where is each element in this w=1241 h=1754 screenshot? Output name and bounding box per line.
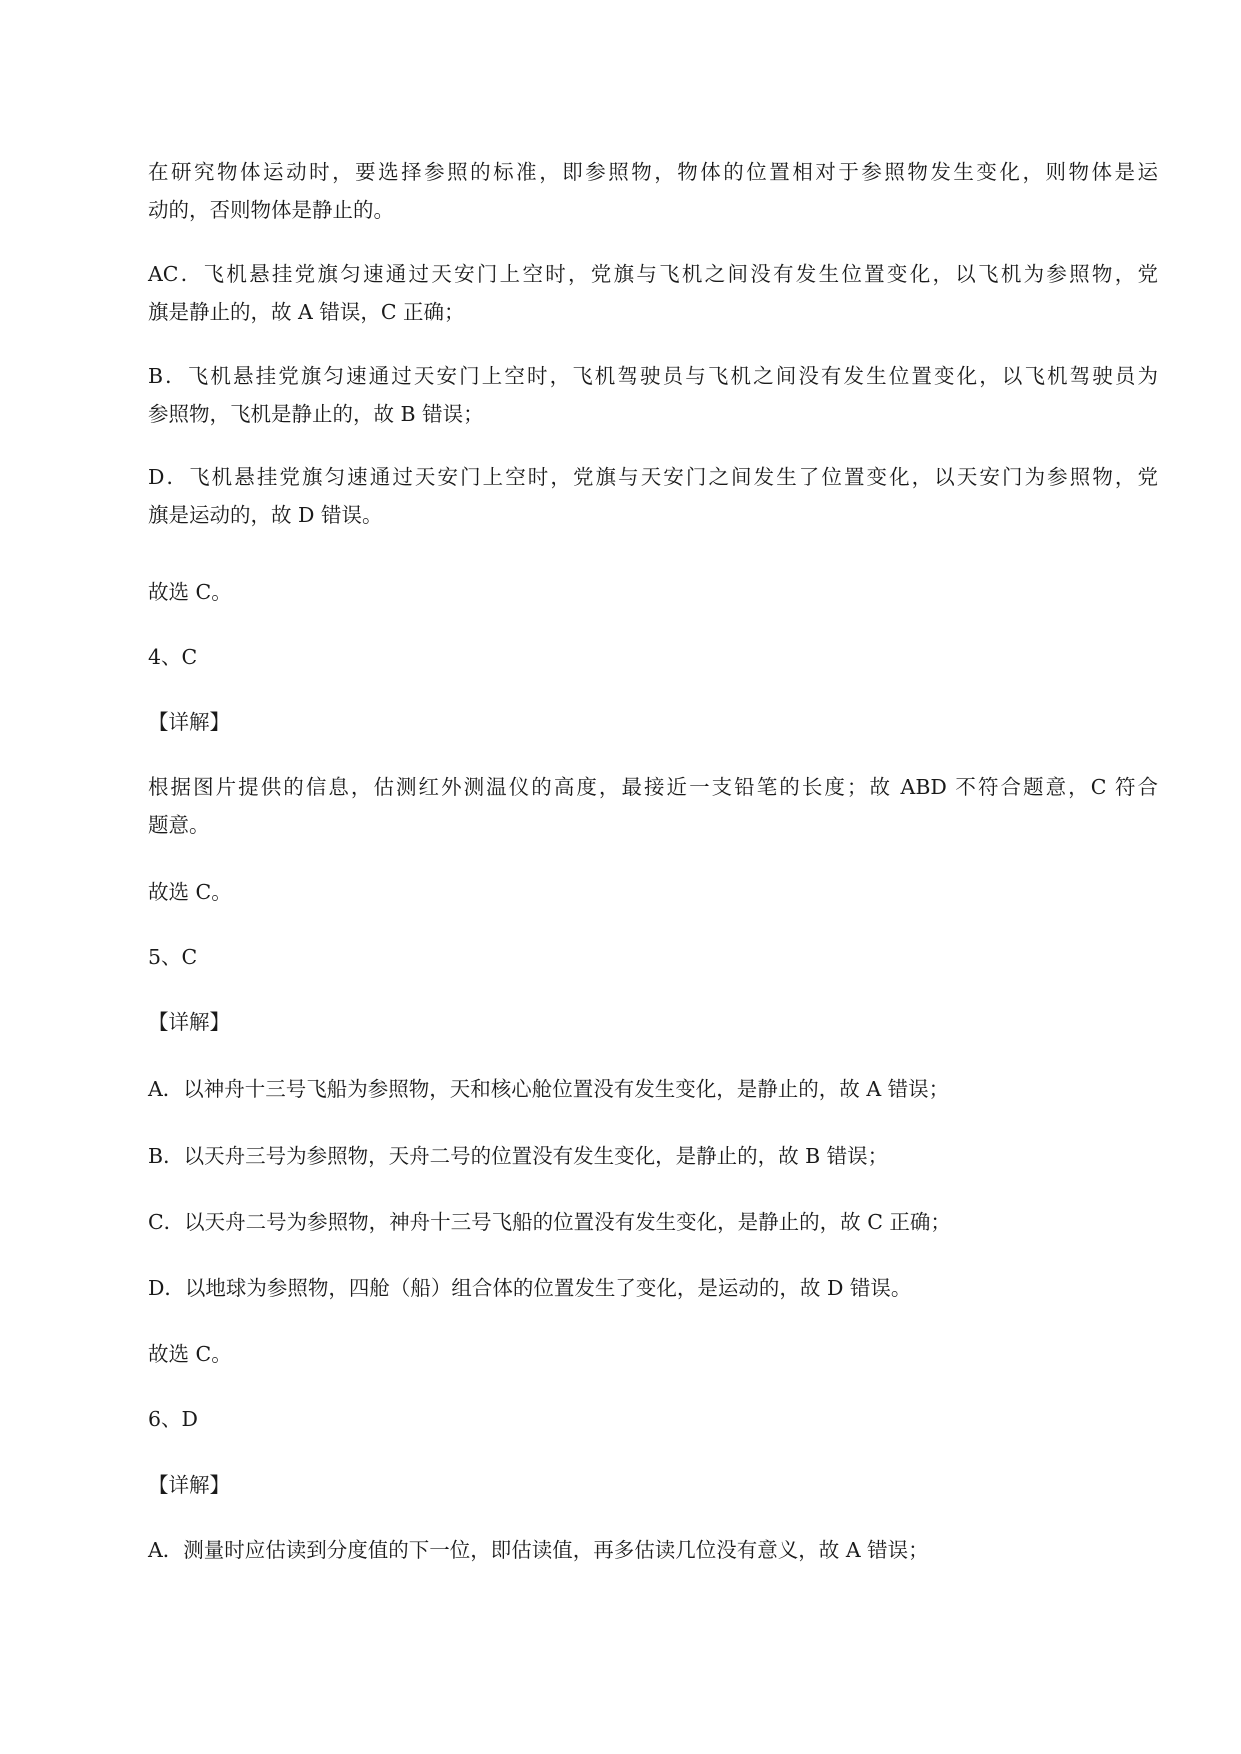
paragraph-line: 题意。 (148, 813, 210, 837)
answer-conclusion: 故选 C。 (148, 880, 232, 904)
option-d-line: D．以地球为参照物，四舱（船）组合体的位置发生了变化，是运动的，故 D 错误。 (148, 1276, 912, 1300)
answer-conclusion: 故选 C。 (148, 1342, 232, 1366)
question-number: 6、D (148, 1407, 198, 1431)
section-heading: 【详解】 (148, 1010, 230, 1034)
option-a-line: A．以神舟十三号飞船为参照物，天和核心舱位置没有发生变化，是静止的，故 A 错误； (148, 1077, 950, 1101)
paragraph-line: 根据图片提供的信息，估测红外测温仪的高度，最接近一支铅笔的长度；故 ABD 不符合题意，C 符合 (148, 775, 1158, 799)
option-c-line: C．以天舟二号为参照物，神舟十三号飞船的位置没有发生变化，是静止的，故 C 正确； (148, 1210, 951, 1234)
option-d-line: 旗是运动的，故 D 错误。 (148, 503, 383, 527)
paragraph-line: 在研究物体运动时，要选择参照的标准，即参照物，物体的位置相对于参照物发生变化，则物体是运 (148, 160, 1158, 184)
paragraph-line: 动的，否则物体是静止的。 (148, 198, 394, 222)
answer-conclusion: 故选 C。 (148, 580, 232, 604)
option-b-line: 参照物，飞机是静止的，故 B 错误； (148, 402, 484, 426)
question-number: 4、C (148, 645, 198, 669)
question-number: 5、C (148, 945, 198, 969)
option-d-line: D．飞机悬挂党旗匀速通过天安门上空时，党旗与天安门之间发生了位置变化，以天安门为参照物，党 (148, 465, 1158, 489)
section-heading: 【详解】 (148, 1473, 230, 1497)
option-b-line: B．飞机悬挂党旗匀速通过天安门上空时，飞机驾驶员与飞机之间没有发生位置变化，以飞机驾驶员为 (148, 364, 1158, 388)
option-b-line: B．以天舟三号为参照物，天舟二号的位置没有发生变化，是静止的，故 B 错误； (148, 1144, 889, 1168)
option-ac-line: AC．飞机悬挂党旗匀速通过天安门上空时，党旗与飞机之间没有发生位置变化，以飞机为参照物，党 (148, 262, 1158, 286)
section-heading: 【详解】 (148, 710, 230, 734)
option-ac-line: 旗是静止的，故 A 错误，C 正确； (148, 300, 465, 324)
option-a-line: A．测量时应估读到分度值的下一位，即估读值，再多估读几位没有意义，故 A 错误； (148, 1538, 929, 1562)
